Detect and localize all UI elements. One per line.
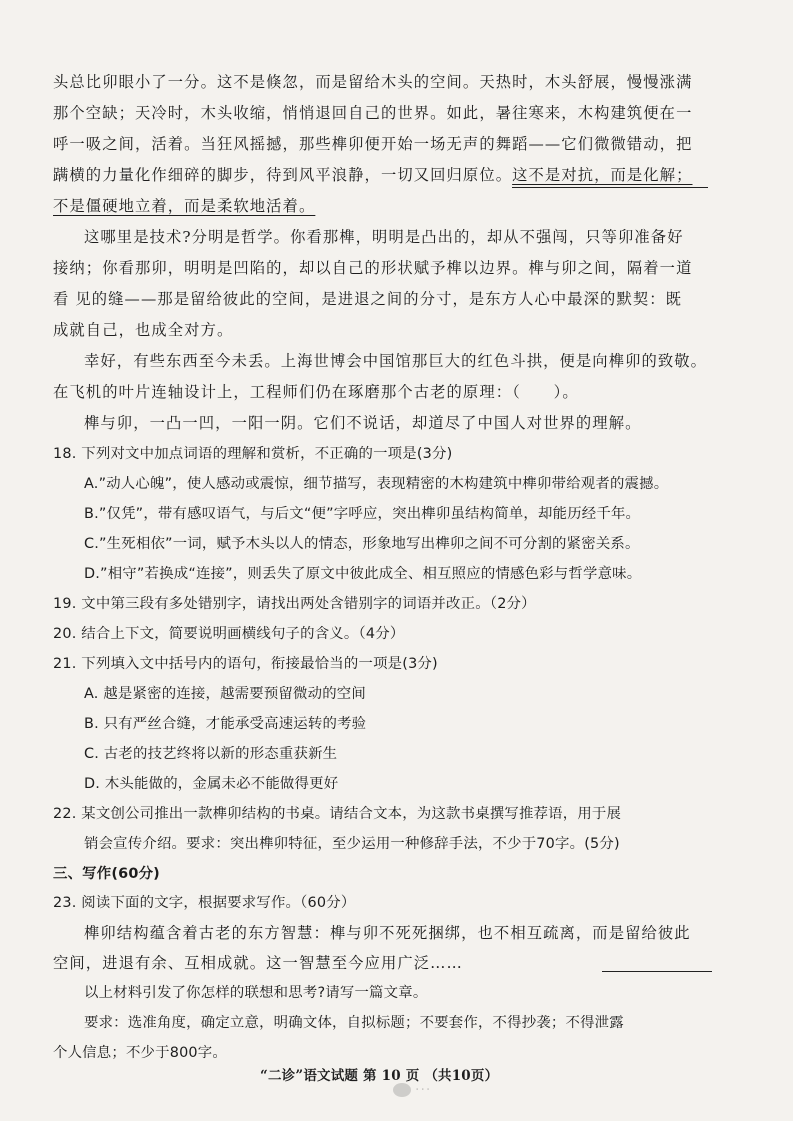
question-21-option-a: A. 越是紧密的连接，越需要预留微动的空间 [84, 686, 366, 702]
question-21-stem: 21. 下列填入文中括号内的语句，衔接最恰当的一项是(3分) [53, 656, 438, 672]
question-20: 20. 结合上下文，简要说明画横线句子的含义。（4分） [53, 626, 405, 642]
underlined-sentence: 这不是对抗，而是化解； [512, 166, 693, 184]
question-19: 19. 文中第三段有多处错别字，请找出两处含错别字的词语并改正。（2分） [53, 596, 536, 612]
watermark-dots: ··· [415, 1082, 432, 1098]
question-21-option-c: C. 古老的技艺终将以新的形态重获新生 [84, 746, 338, 762]
passage-line: 接纳；你看那卯，明明是凹陷的，却以自己的形状赋予榫以边界。榫与卯之间，隔着一道 [53, 259, 693, 277]
writing-prompt: 以上材料引发了你怎样的联想和思考?请写一篇文章。 [84, 985, 428, 1001]
wechat-icon [393, 1083, 411, 1097]
question-22-line: 销会宣传介绍。要求：突出榫卯特征，至少运用一种修辞手法，不少于70字。(5分) [84, 836, 620, 852]
passage-line: 头总比卯眼小了一分。这不是倏忽，而是留给木头的空间。天热时，木头舒展，慢慢涨满 [53, 73, 693, 91]
passage-line: 呼一吸之间，活着。当狂风摇撼，那些榫卯便开始一场无声的舞蹈——它们微微错动，把 [53, 135, 693, 153]
question-18-option-a: A.”动人心魄”，使人感动或震惊，细节描写，表现精密的木构建筑中榫卯带给观者的震撼。 [84, 476, 669, 492]
writing-requirements-line: 要求：选准角度，确定立意，明确文体，自拟标题；不要套作，不得抄袭；不得泄露 [84, 1015, 624, 1031]
question-21-option-b: B. 只有严丝合缝，才能承受高速运转的考验 [84, 716, 367, 732]
underline-rule [512, 187, 708, 188]
section-heading: 三、写作(60分) [53, 866, 160, 882]
passage-line: 幸好，有些东西至今未丢。上海世博会中国馆那巨大的红色斗拱，便是向榫卯的致敬。 [84, 352, 708, 370]
writing-material-line: 空间，进退有余、互相成就。这一智慧至今应用广泛…… [53, 954, 463, 972]
question-18-option-b: B.”仅凭”，带有感叹语气，与后文“便”字呼应，突出榫卯虽结构简单，却能历经千年。 [84, 506, 641, 522]
passage-line: 看 见的缝——那是留给彼此的空间，是进退之间的分寸，是东方人心中最深的默契：既 [53, 290, 683, 308]
passage-line [53, 165, 693, 185]
page-footer: “二诊”语文试题 第 10 页 （共10页） [260, 1068, 499, 1084]
question-23: 23. 阅读下面的文字，根据要求写作。（60分） [53, 895, 356, 911]
passage-line: 在飞机的叶片连轴设计上，工程师们仍在琢磨那个古老的原理：（ ）。 [53, 383, 579, 401]
question-18-option-c: C.”生死相依”一词，赋予木头以人的情态，形象地写出榫卯之间不可分割的紧密关系。 [84, 536, 640, 552]
passage-line: 榫与卯，一凸一凹，一阳一阴。它们不说话，却道尽了中国人对世界的理解。 [84, 414, 642, 432]
underlined-sentence: 不是僵硬地立着，而是柔软地活着。 [53, 197, 316, 215]
question-21-option-d: D. 木头能做的，金属未必不能做得更好 [84, 776, 339, 792]
passage-line: 这哪里是技术?分明是哲学。你看那榫，明明是凸出的，却从不强闯，只等卯准备好 [84, 228, 684, 246]
question-18-option-d: D.”相守”若换成“连接”，则丢失了原文中彼此成全、相互照应的情感色彩与哲学意味。 [84, 566, 642, 582]
passage-line: 成就自己，也成全对方。 [53, 321, 234, 339]
writing-material-line: 榫卯结构蕴含着古老的东方智慧：榫与卯不死死捆绑，也不相互疏离，而是留给彼此 [84, 924, 691, 942]
handwritten-rule [602, 971, 712, 972]
passage-line: 那个空缺；天冷时，木头收缩，悄悄退回自己的世界。如此，暑往寒来，木构建筑便在一 [53, 104, 693, 122]
question-18-stem: 18. 下列对文中加点词语的理解和赏析，不正确的一项是(3分) [53, 446, 453, 462]
watermark [393, 1078, 453, 1102]
writing-requirements-line: 个人信息；不少于800字。 [53, 1045, 227, 1061]
passage-text: 蹒横的力量化作细碎的脚步，待到风平浪静，一切又回归原位。 [53, 166, 513, 184]
question-22-line: 22. 某文创公司推出一款榫卯结构的书桌。请结合文本，为这款书桌撰写推荐语，用于展 [53, 806, 622, 822]
